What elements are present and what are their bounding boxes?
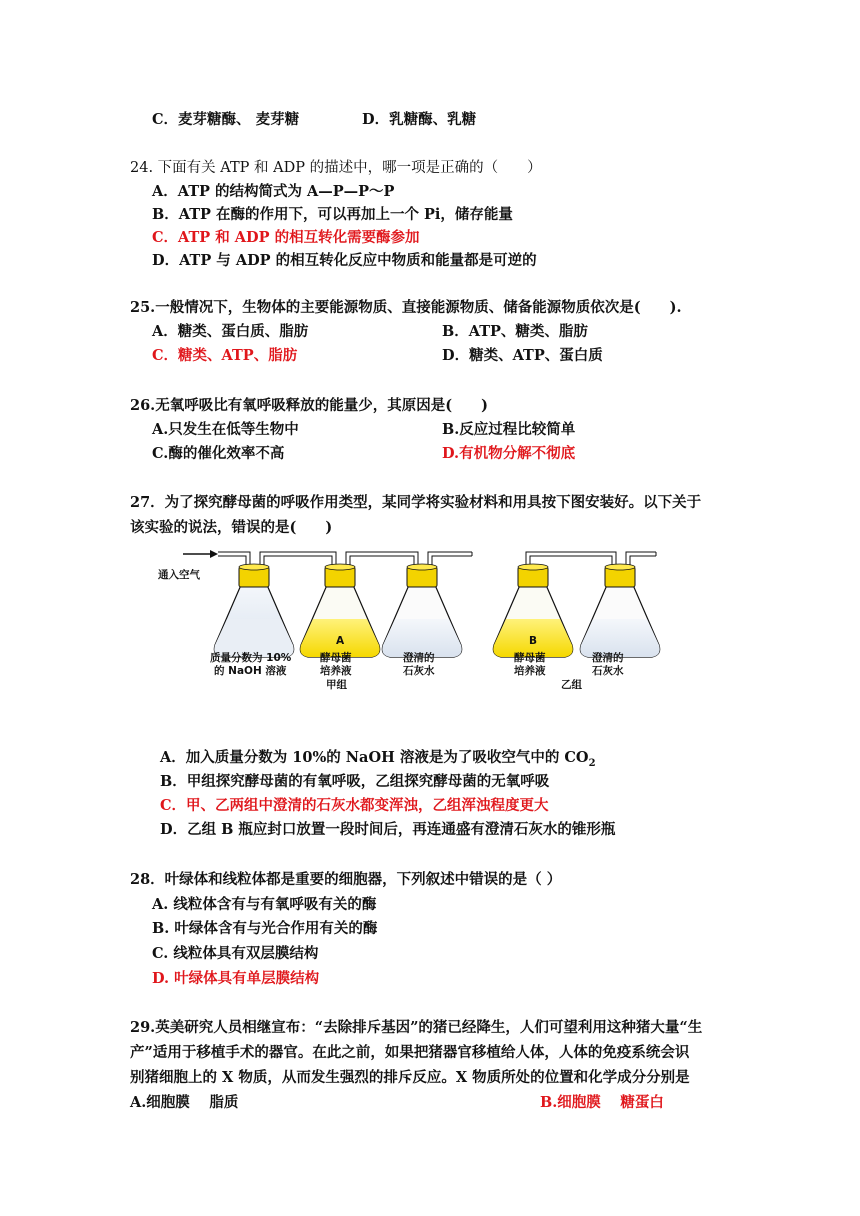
q25-stem: 25.一般情况下，生物体的主要能源物质、直接能源物质、储备能源物质依次是( ). bbox=[130, 299, 682, 316]
q26-option-b: B.反应过程比较简单 bbox=[442, 421, 576, 438]
q25-option-b: B．ATP、糖类、脂肪 bbox=[442, 323, 588, 340]
q27-option-a-text: A．加入质量分数为 10%的 NaOH 溶液是为了吸收空气中的 CO bbox=[160, 749, 589, 766]
q24-option-c: C．ATP 和 ADP 的相互转化需要酶参加 bbox=[152, 229, 420, 246]
q27-option-b: B．甲组探究酵母菌的有氧呼吸，乙组探究酵母菌的无氧呼吸 bbox=[160, 773, 550, 790]
flask-b-yeast bbox=[493, 564, 572, 657]
q23-option-d: D．乳糖酶、乳糖 bbox=[362, 111, 477, 128]
q23-option-c: C．麦芽糖酶、 麦芽糖 bbox=[152, 111, 300, 128]
q24-stem: 24. 下面有关 ATP 和 ADP 的描述中，哪一项是正确的（ ） bbox=[130, 160, 542, 176]
q24-option-b: B．ATP 在酶的作用下，可以再加上一个 Pi，储存能量 bbox=[152, 206, 513, 223]
q27-option-c: C．甲、乙两组中澄清的石灰水都变浑浊，乙组浑浊程度更大 bbox=[160, 797, 549, 814]
q29-stem-line3: 别猪细胞上的 X 物质，从而发生强烈的排斥反应。X 物质所处的位置和化学成分分别是 bbox=[130, 1069, 690, 1086]
air-inlet-arrow bbox=[183, 550, 218, 558]
flask5-label-line1: 澄清的 bbox=[592, 652, 624, 664]
q27-apparatus-figure bbox=[150, 545, 670, 695]
q24-option-d: D．ATP 与 ADP 的相互转化反应中物质和能量都是可逆的 bbox=[152, 252, 537, 269]
flask3-label-line2: 石灰水 bbox=[403, 665, 435, 677]
q28-option-a: A. 线粒体含有与有氧呼吸有关的酶 bbox=[152, 896, 377, 913]
q29-stem-line1: 29.英美研究人员相继宣布：“去除排斥基因”的猪已经降生，人们可望利用这种猪大量“生 bbox=[130, 1019, 703, 1036]
flask3-label-line1: 澄清的 bbox=[403, 652, 435, 664]
q27-stem-line2: 该实验的说法，错误的是( ) bbox=[130, 519, 333, 536]
q28-option-b: B. 叶绿体含有与光合作用有关的酶 bbox=[152, 920, 378, 937]
q26-option-c: C.酶的催化效率不高 bbox=[152, 445, 285, 462]
flask2-label-line2: 培养液 bbox=[320, 665, 352, 677]
q29-stem-line2: 产”适用于移植手术的器官。在此之前，如果把猪器官移植给人体，人体的免疫系统会识 bbox=[130, 1044, 690, 1061]
flask2-label-line1: 酵母菌 bbox=[320, 652, 352, 664]
q27-option-d: D．乙组 B 瓶应封口放置一段时间后，再连通盛有澄清石灰水的锥形瓶 bbox=[160, 821, 616, 838]
q27-stem-line1: 27．为了探究酵母菌的呼吸作用类型，某同学将实验材料和用具按下图安装好。以下关于 bbox=[130, 494, 702, 511]
q27-option-a bbox=[160, 748, 596, 774]
group1-label: 甲组 bbox=[326, 679, 347, 691]
air-in-label: 通入空气 bbox=[158, 569, 200, 581]
flask-a-label: A bbox=[336, 635, 345, 647]
flask-limewater-2 bbox=[580, 564, 659, 657]
q29-option-a: A.细胞膜 脂质 bbox=[130, 1094, 239, 1111]
flask-b-label: B bbox=[529, 635, 538, 647]
q25-option-c: C．糖类、ATP、脂肪 bbox=[152, 347, 298, 364]
flask-limewater-1 bbox=[382, 564, 461, 657]
flask1-label-line1: 质量分数为 10% bbox=[210, 652, 292, 664]
q28-option-c: C. 线粒体具有双层膜结构 bbox=[152, 945, 319, 962]
q26-option-a: A.只发生在低等生物中 bbox=[152, 421, 299, 438]
flask5-label-line2: 石灰水 bbox=[592, 665, 624, 677]
q26-stem: 26.无氧呼吸比有氧呼吸释放的能量少，其原因是( ) bbox=[130, 397, 488, 414]
q25-option-a: A．糖类、蛋白质、脂肪 bbox=[152, 323, 309, 340]
flask4-label-line2: 培养液 bbox=[514, 665, 546, 677]
flask4-label-line1: 酵母菌 bbox=[514, 652, 546, 664]
flask-naoh bbox=[214, 564, 293, 657]
q26-option-d: D.有机物分解不彻底 bbox=[442, 445, 576, 462]
flask1-label-line2: 的 NaOH 溶液 bbox=[214, 665, 287, 677]
flask-a-yeast bbox=[300, 564, 379, 657]
q27-option-a-subscript: 2 bbox=[588, 757, 596, 769]
q28-option-d: D. 叶绿体具有单层膜结构 bbox=[152, 970, 320, 987]
group2-label: 乙组 bbox=[561, 679, 582, 691]
q28-stem: 28．叶绿体和线粒体都是重要的细胞器，下列叙述中错误的是（ ） bbox=[130, 871, 562, 888]
q25-option-d: D．糖类、ATP、蛋白质 bbox=[442, 347, 603, 364]
q24-option-a: A．ATP 的结构简式为 A—P—P～P bbox=[152, 183, 395, 200]
q29-option-b: B.细胞膜 糖蛋白 bbox=[540, 1094, 664, 1111]
